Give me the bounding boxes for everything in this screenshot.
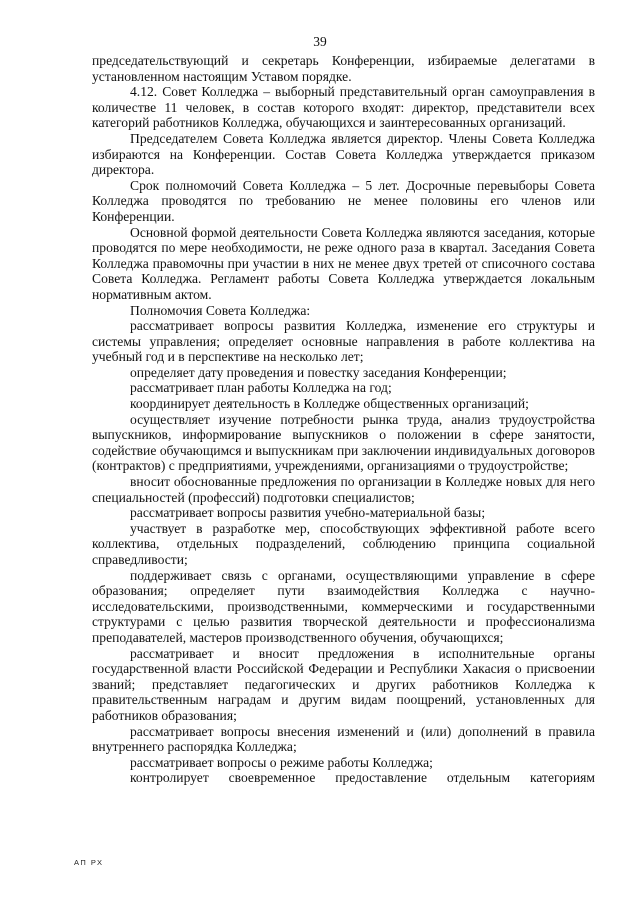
list-item: рассматривает план работы Колледжа на год;	[130, 380, 392, 396]
list-item: осуществляет изучение потребности рынка труда, анализ трудоустройства выпускников, информирование выпускников о положении в сфере занятости, содействие обучающимся и выпускникам при заключении индивидуальных договоров (контрактов) с предприятиями, учреждениями, организациями о трудоустройстве;	[92, 411, 595, 474]
list-item: рассматривает и вносит предложения в исполнительные органы государственной власти Российской Федерации и Республики Хакасия о присвоении званий; представляет педагогических и других работников Колледжа к правительственным наградам и другим видам поощрений, установленных для работников образования;	[92, 645, 595, 723]
list-item: рассматривает вопросы развития учебно-материальной базы;	[130, 505, 486, 521]
list-item: контролирует своевременное предоставление отдельным категориям	[130, 770, 595, 786]
list-item: участвует в разработке мер, способствующих эффективной работе всего коллектива, отдельных подразделений, соблюдению принципа социальной справедливости;	[92, 520, 595, 567]
list-heading: Полномочия Совета Колледжа:	[130, 302, 311, 318]
list-item: рассматривает вопросы о режиме работы Колледжа;	[130, 754, 433, 770]
page-number: 39	[313, 34, 327, 49]
list-item: вносит обоснованные предложения по организации в Колледже новых для него специальностей (профессий) подготовки специалистов;	[92, 474, 595, 505]
list-item: поддерживает связь с органами, осуществляющими управление в сфере образования; определяет пути взаимодействия Колледжа с научно-исследовательскими, производственными, коммерческими и государственными структурами с целью развития творческой деятельности и профессионализма преподавателей, мастеров производственного обучения, обучающихся;	[92, 567, 595, 645]
footer-mark: АП РХ	[74, 858, 104, 867]
document-body	[92, 53, 595, 786]
paragraph: Председателем Совета Колледжа является директор. Члены Совета Колледжа избираются на Конференции. Состав Совета Колледжа утверждается приказом директора.	[92, 130, 595, 178]
paragraph: 4.12. Совет Колледжа – выборный представительный орган самоуправления в количестве 11 человек, в состав которого входят: директор, представители всех категорий работников Колледжа, обучающихся и заинтересованных организаций.	[92, 84, 595, 131]
list-item: координирует деятельность в Колледже общественных организаций;	[130, 396, 529, 412]
paragraph: Основной формой деятельности Совета Колледжа являются заседания, которые проводятся по мере необходимости, не реже одного раза в квартал. Заседания Совета Колледжа правомочны при участии в них не менее двух третей от списочного состава Совета Колледжа. Регламент работы Совета Колледжа утверждается локальным нормативным актом.	[92, 224, 595, 302]
list-item: определяет дату проведения и повестку заседания Конференции;	[130, 364, 507, 380]
paragraph: Срок полномочий Совета Колледжа – 5 лет. Досрочные перевыборы Совета Колледжа проводятся по требованию не менее половины его членов или Конференции.	[92, 177, 595, 224]
list-item: рассматривает вопросы развития Колледжа, изменение его структуры и системы управления; определяет основные направления в работе коллектива на учебный год и в перспективе на несколько лет;	[92, 318, 595, 365]
list-item: рассматривает вопросы внесения изменений и (или) дополнений в правила внутреннего распорядка Колледжа;	[92, 723, 595, 755]
paragraph: председательствующий и секретарь Конференции, избираемые делегатами в установленном настоящим Уставом порядке.	[92, 53, 595, 84]
